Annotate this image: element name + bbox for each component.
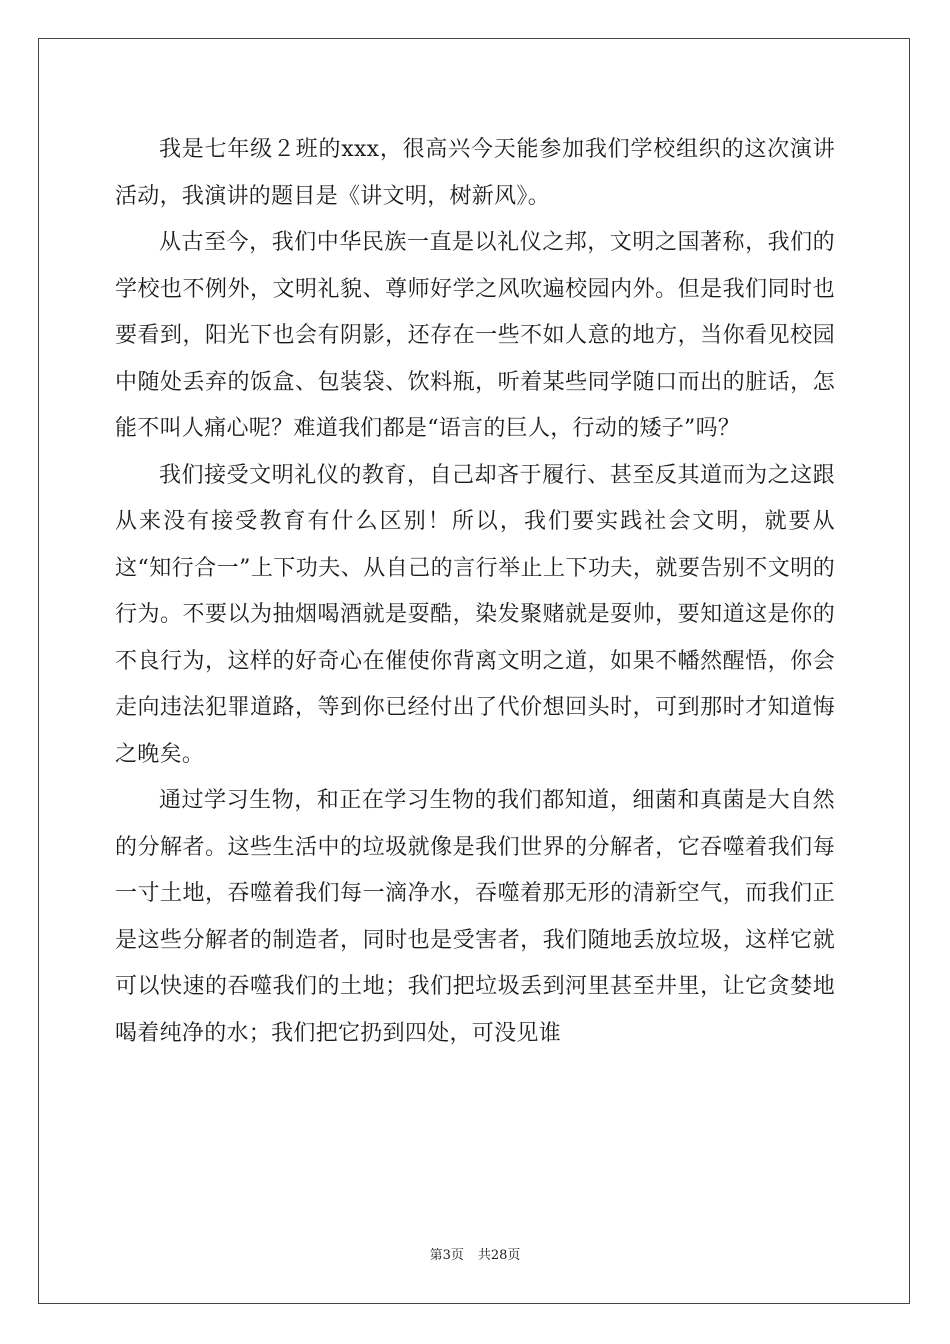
total-pages: 共28页 — [477, 1248, 521, 1263]
paragraph-2: 从古至今，我们中华民族一直是以礼仪之邦，文明之国著称，我们的学校也不例外，文明礼貌、尊师好学之风吹遍校园内外。但是我们同时也要看到，阳光下也会有阴影，还存在一些不如人意的地方，当你看见校园中随处丢弃的饭盒、包装袋、饮料瓶，听着某些同学随口而出的脏话，怎能不叫人痛心呢？难道我们都是“语言的巨人，行动的矮子”吗？ — [115, 230, 835, 441]
paragraph-4: 通过学习生物，和正在学习生物的我们都知道，细菌和真菌是大自然的分解者。这些生活中的垃圾就像是我们世界的分解者，它吞噬着我们每一寸土地，吞噬着我们每一滴净水，吞噬着那无形的清新空气，而我们正是这些分解者的制造者，同时也是受害者，我们随地丢放垃圾，这样它就可以快速的吞噬我们的土地；我们把垃圾丢到河里甚至井里，让它贪婪地喝着纯净的水；我们把它扔到四处，可没见谁 — [115, 788, 835, 1046]
paragraph-1: 我是七年级２班的xxx，很高兴今天能参加我们学校组织的这次演讲活动，我演讲的题目是《讲文明，树新风》。 — [115, 137, 835, 209]
paragraph-3: 我们接受文明礼仪的教育，自己却吝于履行、甚至反其道而为之这跟从来没有接受教育有什么区别！所以，我们要实践社会文明，就要从这“知行合一”上下功夫、从自己的言行举止上下功夫，就要告别不文明的行为。不要以为抽烟喝酒就是耍酷，染发聚赌就是耍帅，要知道这是你的不良行为，这样的好奇心在催使你背离文明之道，如果不幡然醒悟，你会走向违法犯罪道路，等到你已经付出了代价想回头时，可到那时才知道悔之晚矣。 — [115, 462, 835, 767]
document-body — [115, 127, 835, 1057]
current-page-number: 第3页 — [429, 1248, 464, 1263]
page-footer — [0, 1244, 950, 1263]
